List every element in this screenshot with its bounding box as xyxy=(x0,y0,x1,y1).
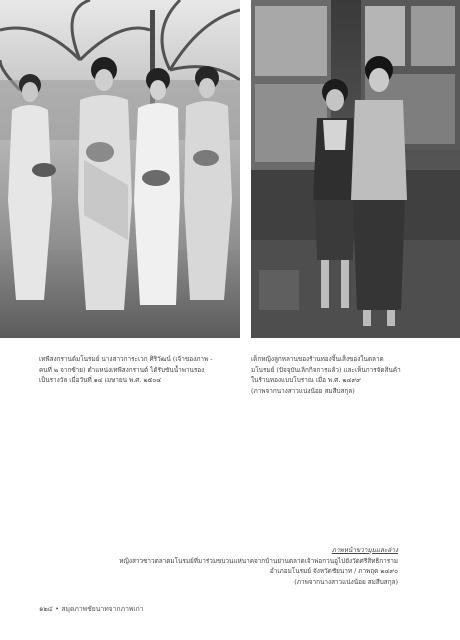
caption-gold-shop-girls xyxy=(251,354,449,396)
caption-line: เทพีสงกรานต์มโนรมย์ นางสาวการะเวก ศิริวัฒน์ (เจ้าของภาพ - xyxy=(39,355,213,363)
photo-gold-shop-girls xyxy=(251,0,460,338)
page-footer xyxy=(39,603,144,614)
footer-separator: • xyxy=(55,605,60,613)
caption-songkran-queens xyxy=(39,354,244,386)
caption-line: หญิงสาวชาวตลาดมโนรมย์ที่มาร่วมขบวนแห่นาคจากบ้านย่านตลาดเจ้าพ่อกวนอูไปยังวัดศรีสิทธิการาม xyxy=(119,556,398,565)
caption-line: (ภาพจากนางสาวแน่งน้อย สมสืบสกุล) xyxy=(251,386,355,395)
caption-line: มโนรมย์ (ปัจจุบันเลิกกิจการแล้ว) และเห็นการจัดสินค้า xyxy=(251,365,401,374)
photo-songkran-queens-image xyxy=(0,0,240,338)
photo-gold-shop-girls-image xyxy=(251,0,460,338)
page-number: ๑๒๔ xyxy=(39,605,53,613)
caption-line: คนที่ ๒ จากซ้าย) ตำแหน่งเทพีสงกรานต์ ได้รับขันน้ำพานรอง xyxy=(39,365,205,374)
caption-line: อำเภอมโนรมย์ จังหวัดชัยนาท / ภาพถุด ๒๔๙๐ xyxy=(269,567,398,576)
caption-line: (ภาพจากนางสาวแน่งน้อย สมสืบสกุล) xyxy=(294,577,398,586)
photo-songkran-queens xyxy=(0,0,240,338)
caption-line: ในร้านทองแบบโบราณ เมื่อ พ.ศ. ๒๔๙๙ xyxy=(251,376,361,385)
book-title: สมุดภาพชัยนาทจากภาพเก่า xyxy=(61,605,144,613)
caption-facing-page xyxy=(68,545,398,587)
caption-facing-page-title: ภาพหน้าขวามุมและล่าง xyxy=(331,546,398,554)
caption-line: เด็กหญิงลูกหลานของร้านทองจิ้นเส็งของในตลาด xyxy=(251,355,384,363)
caption-line: เป็นรางวัล เมื่อวันที่ ๑๔ เมษายน พ.ศ. ๒๕๐๔ xyxy=(39,376,162,385)
